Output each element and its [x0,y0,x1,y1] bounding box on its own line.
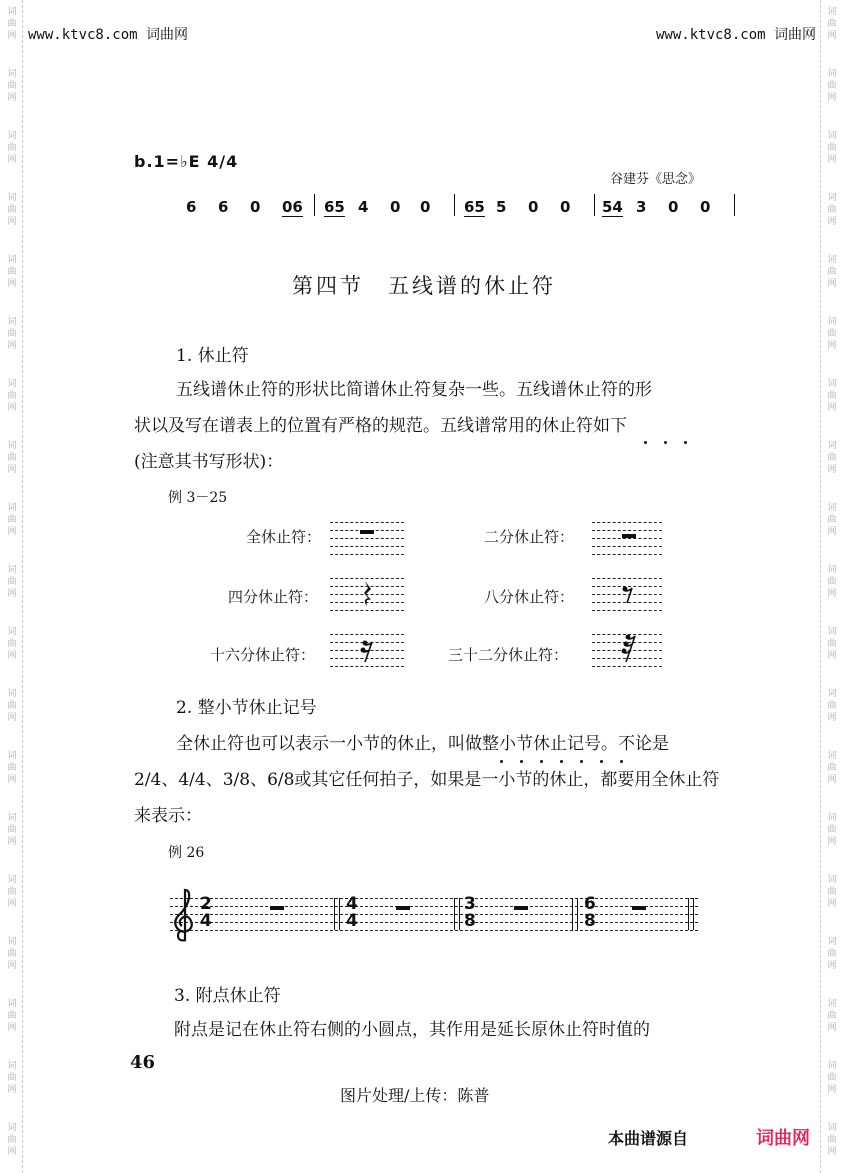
example-label: 例 3－25 [168,490,228,506]
side-watermark-char: 网 [7,31,17,41]
side-watermark-char: 曲 [7,19,17,29]
staff-half-rest [592,522,662,554]
side-watermark-char: 网 [7,155,17,165]
side-watermark-char: 词 [827,441,837,451]
side-watermark-char: 曲 [7,949,17,959]
side-watermark-char: 曲 [7,205,17,215]
side-watermark-char: 词 [7,7,17,17]
side-watermark-char: 词 [827,937,837,947]
side-watermark-char: 词 [7,193,17,203]
subsection-title: 1. 休止符 [176,346,249,366]
side-watermark-char: 网 [7,713,17,723]
thirty-second-rest-icon [620,634,636,664]
jianpu-note: 0 [390,198,401,216]
side-watermark-char: 曲 [827,453,837,463]
rest-label: 四分休止符： [228,588,319,606]
left-side-watermark [2,0,22,1173]
paragraph-line: 来表示： [134,806,202,826]
side-watermark-char: 词 [7,751,17,761]
side-watermark-char: 词 [827,1061,837,1071]
side-watermark-char: 词 [827,503,837,513]
emphasis-dot [520,760,523,763]
side-watermark-char: 曲 [827,949,837,959]
paragraph-line: 2/4、4/4、3/8、6/8或其它任何拍子，如果是一小节的休止，都要用全休止符 [134,770,720,790]
side-watermark-char: 网 [827,961,837,971]
side-watermark-char: 词 [7,1061,17,1071]
double-barline [334,898,340,930]
jianpu-note: 0 [528,198,539,216]
jianpu-note: 6 [186,198,197,216]
header-watermark-left: www.ktvc8.com 词曲网 [28,27,189,43]
side-watermark-char: 网 [827,93,837,103]
side-watermark-char: 网 [7,775,17,785]
paragraph-line: 附点是记在休止符右侧的小圆点，其作用是延长原休止符时值的 [174,1020,650,1040]
emphasis-dot [500,760,503,763]
jianpu-note: 0 [250,198,261,216]
side-watermark-char: 网 [827,155,837,165]
barline [594,194,595,216]
side-watermark-char: 曲 [7,515,17,525]
side-watermark-char: 词 [7,875,17,885]
side-watermark-char: 曲 [827,1135,837,1145]
subsection-title: 2. 整小节休止记号 [176,698,317,718]
emphasis-dot [644,441,647,444]
side-watermark-char: 曲 [7,391,17,401]
emphasis-dot [684,441,687,444]
side-watermark-char: 曲 [7,143,17,153]
side-watermark-char: 曲 [827,1011,837,1021]
side-watermark-char: 网 [7,899,17,909]
side-watermark-char: 曲 [827,701,837,711]
side-watermark-char: 词 [827,7,837,17]
side-watermark-char: 曲 [7,453,17,463]
side-watermark-char: 词 [827,875,837,885]
side-watermark-char: 曲 [827,329,837,339]
side-watermark-char: 曲 [827,825,837,835]
side-watermark-char: 网 [7,1147,17,1157]
rest-label: 三十二分休止符： [448,646,569,664]
side-watermark-char: 曲 [7,825,17,835]
sixteenth-rest-icon [360,640,374,664]
footer-site-link[interactable]: 词曲网 [756,1128,810,1149]
jianpu-note: 54 [602,198,623,216]
side-watermark-char: 网 [827,1023,837,1033]
side-watermark-char: 曲 [827,639,837,649]
side-watermark-char: 网 [7,961,17,971]
rest-label: 八分休止符： [484,588,575,606]
emphasis-dot [664,441,667,444]
side-watermark-char: 曲 [827,205,837,215]
subsection-title: 3. 附点休止符 [174,986,281,1006]
jianpu-note: 65 [464,198,485,216]
side-watermark-char: 网 [827,837,837,847]
jianpu-note: 6 [218,198,229,216]
side-watermark-char: 词 [827,379,837,389]
jianpu-line [0,198,844,228]
side-watermark-char: 网 [7,1085,17,1095]
side-watermark-char: 词 [7,255,17,265]
side-watermark-char: 曲 [7,887,17,897]
jianpu-note: 3 [636,198,647,216]
side-watermark-char: 词 [827,131,837,141]
side-watermark-char: 网 [7,403,17,413]
side-watermark-char: 曲 [827,577,837,587]
treble-clef-icon [172,886,198,944]
emphasis-dot [600,760,603,763]
side-watermark-char: 曲 [7,1135,17,1145]
side-watermark-char: 网 [827,403,837,413]
side-watermark-char: 网 [827,1085,837,1095]
rest-label: 十六分休止符： [210,646,316,664]
paragraph-line: 五线谱休止符的形状比简谱休止符复杂一些。五线谱休止符的形 [176,380,652,400]
side-watermark-char: 曲 [827,267,837,277]
side-watermark-char: 词 [827,317,837,327]
double-barline [454,898,460,930]
side-watermark-char: 网 [7,279,17,289]
barline [734,194,735,216]
side-watermark-char: 曲 [827,515,837,525]
side-watermark-char: 词 [7,999,17,1009]
page-number: 46 [130,1052,156,1073]
side-watermark-char: 曲 [827,81,837,91]
staff-quarter-rest [330,578,404,610]
staff-eighth-rest [592,578,662,610]
side-watermark-char: 曲 [827,19,837,29]
left-border-line [22,0,23,1173]
side-watermark-char: 曲 [7,639,17,649]
side-watermark-char: 词 [7,317,17,327]
eighth-rest-icon [622,586,634,604]
time-signature: 6 8 [584,894,596,931]
header-watermark-right: www.ktvc8.com 词曲网 [656,27,817,43]
double-barline [572,898,578,930]
side-watermark-char: 网 [827,589,837,599]
emphasis-dot [580,760,583,763]
side-watermark-char: 曲 [7,267,17,277]
emphasis-dot [620,760,623,763]
staff-thirty-second-rest [592,634,662,666]
right-border-line [820,0,821,1173]
whole-rest-icon [396,906,410,910]
side-watermark-char: 网 [827,713,837,723]
side-watermark-char: 曲 [827,887,837,897]
whole-rest-icon [632,906,646,910]
side-watermark-char: 曲 [827,1073,837,1083]
side-watermark-char: 词 [827,999,837,1009]
side-watermark-char: 词 [7,379,17,389]
side-watermark-char: 网 [827,651,837,661]
side-watermark-char: 词 [827,813,837,823]
section-title: 第四节 五线谱的休止符 [292,274,556,298]
side-watermark-char: 网 [7,217,17,227]
half-rest-icon [622,534,636,538]
side-watermark-char: 网 [827,465,837,475]
side-watermark-char: 网 [7,589,17,599]
footer-source-label: 本曲谱源自 [608,1129,689,1148]
source-note: 谷建芬《思念》 [610,172,702,187]
side-watermark-char: 词 [827,1123,837,1133]
side-watermark-char: 网 [7,341,17,351]
side-watermark-char: 曲 [7,763,17,773]
side-watermark-char: 曲 [7,1011,17,1021]
jianpu-note: 4 [358,198,369,216]
right-side-watermark [822,0,842,1173]
paragraph-line: 状以及写在谱表上的位置有严格的规范。五线谱常用的休止符如下 [134,416,627,436]
side-watermark-char: 曲 [7,577,17,587]
side-watermark-char: 网 [827,899,837,909]
time-signature: 3 8 [464,894,476,931]
side-watermark-char: 词 [7,1123,17,1133]
side-watermark-char: 词 [7,937,17,947]
side-watermark-char: 网 [827,775,837,785]
tempo-mark: b.1=♭E 4/4 [134,152,239,171]
example-label: 例 26 [168,845,205,861]
side-watermark-char: 网 [827,527,837,537]
jianpu-note: 0 [668,198,679,216]
barline [314,194,315,216]
jianpu-note: 0 [560,198,571,216]
side-watermark-char: 曲 [7,81,17,91]
side-watermark-char: 词 [7,689,17,699]
side-watermark-char: 词 [7,69,17,79]
whole-rest-icon [270,906,284,910]
side-watermark-char: 网 [827,217,837,227]
whole-rest-icon [360,530,374,534]
side-watermark-char: 词 [827,751,837,761]
side-watermark-char: 曲 [827,391,837,401]
side-watermark-char: 网 [7,527,17,537]
side-watermark-char: 曲 [7,1073,17,1083]
side-watermark-char: 网 [7,1023,17,1033]
staff-example-26 [170,894,698,931]
side-watermark-char: 曲 [7,329,17,339]
side-watermark-char: 词 [827,255,837,265]
side-watermark-char: 词 [827,193,837,203]
side-watermark-char: 词 [827,689,837,699]
credit-line: 图片处理/上传：陈普 [340,1086,490,1105]
side-watermark-char: 词 [827,69,837,79]
side-watermark-char: 网 [7,465,17,475]
whole-rest-icon [514,906,528,910]
side-watermark-char: 词 [827,565,837,575]
jianpu-note: 06 [282,198,303,216]
jianpu-note: 65 [324,198,345,216]
paragraph-line: (注意其书写形状)： [134,452,284,472]
side-watermark-char: 词 [7,131,17,141]
side-watermark-char: 网 [7,93,17,103]
rest-label: 全休止符： [246,528,322,546]
jianpu-note: 0 [700,198,711,216]
staff-sixteenth-rest [330,634,404,666]
double-barline [688,898,694,930]
staff-whole-rest [330,522,404,554]
time-signature: 4 4 [346,894,358,931]
side-watermark-char: 词 [7,627,17,637]
rest-label: 二分休止符： [484,528,575,546]
side-watermark-char: 词 [827,627,837,637]
side-watermark-char: 网 [7,651,17,661]
barline [454,194,455,216]
quarter-rest-icon [362,580,374,608]
side-watermark-char: 网 [827,279,837,289]
emphasis-dot [540,760,543,763]
jianpu-note: 0 [420,198,431,216]
jianpu-note: 5 [496,198,507,216]
side-watermark-char: 网 [827,1147,837,1157]
side-watermark-char: 曲 [7,701,17,711]
side-watermark-char: 词 [7,503,17,513]
side-watermark-char: 词 [7,441,17,451]
side-watermark-char: 词 [7,565,17,575]
emphasis-dot [560,760,563,763]
side-watermark-char: 网 [827,341,837,351]
paragraph-line: 全休止符也可以表示一小节的休止，叫做整小节休止记号。不论是 [176,734,669,754]
side-watermark-char: 网 [827,31,837,41]
time-signature: 2 4 [200,894,212,931]
side-watermark-char: 词 [7,813,17,823]
side-watermark-char: 网 [7,837,17,847]
side-watermark-char: 曲 [827,143,837,153]
side-watermark-char: 曲 [827,763,837,773]
